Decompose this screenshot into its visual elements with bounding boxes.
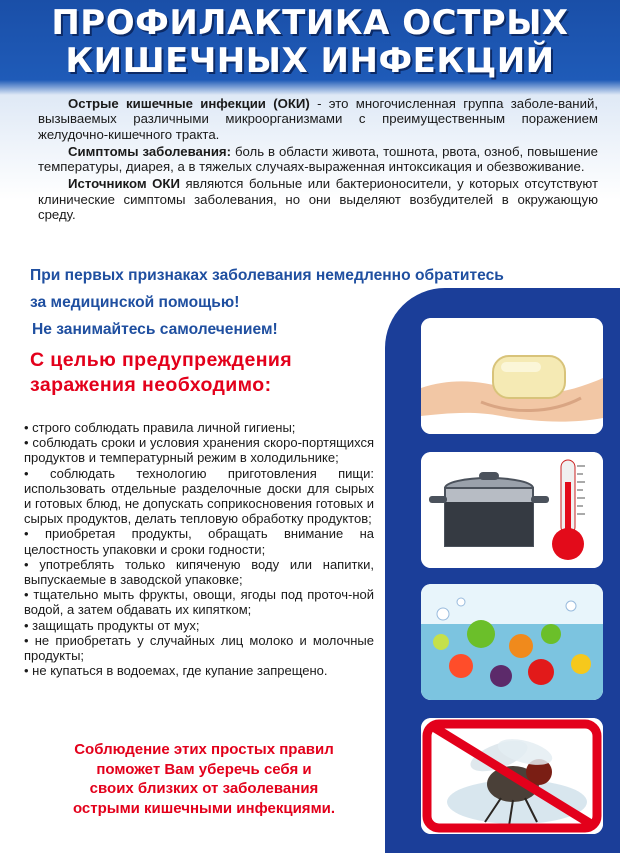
source-definition: являются больные или бактерионосители, у которых отсутствуют клинические симптомы заболевания, но они выделяют возбудителей в окружающую среду. (38, 176, 598, 223)
oki-definition: - это многочисленная группа заболе-ваний, вызываемых различными микроорганизмами с преимущественным поражением желудочно-кишечного тракта. (38, 96, 598, 142)
list-item: • соблюдать сроки и условия хранения скоро-портящихся продуктов и температурный режим в холодильнике; (24, 435, 374, 465)
list-item: • тщательно мыть фрукты, овощи, ягоды под проточ-ной водой, а затем обдавать их кипятком; (24, 587, 374, 617)
symptoms-definition: боль в области живота, тошнота, рвота, озноб, повышение температуры, диарея, а в тяжелых случаях-выраженная интоксикация и обезвоживание. (38, 143, 598, 175)
intro-paragraph-oki (38, 96, 598, 142)
page-title (0, 4, 620, 80)
pot-thermometer-icon (421, 452, 603, 568)
prevention-heading-line-1: С целью предупреждения (30, 349, 293, 371)
intro-paragraph-symptoms (38, 144, 598, 175)
callout-line-2: за медицинской помощью! (30, 294, 240, 311)
prevention-rules-list (24, 420, 374, 678)
title-line-2: КИШЕЧНЫХ ИНФЕКЦИЙ (65, 41, 555, 81)
list-item: • употреблять только кипяченую воду или напитки, выпускаемые в заводской упаковке; (24, 557, 374, 587)
list-item: • не купаться в водоемах, где купание запрещено. (24, 663, 374, 678)
closing-line-4: острыми кишечными инфекциями. (72, 799, 336, 817)
title-line-1: ПРОФИЛАКТИКА ОСТРЫХ (51, 3, 569, 43)
hand-soap-icon (421, 318, 603, 434)
symptoms-term: Симптомы заболевания: (68, 143, 232, 159)
list-item: • строго соблюдать правила личной гигиены; (24, 420, 374, 435)
header-banner (0, 0, 620, 82)
list-item: • соблюдать технологию приготовления пищи: использовать отдельные разделочные доски для сырых и готовых блюд, не допускать соприкосновения готовых и сырых продуктов, делать тепловую обработку продуктов; (24, 466, 374, 527)
list-item: • не приобретать у случайных лиц молоко и молочные продукты; (24, 633, 374, 663)
callout-line-3: Не занимайтесь самолечением! (32, 321, 278, 338)
callout-line-1: При первых признаках заболевания немедленно обратитесь (30, 267, 504, 284)
oki-term: Острые кишечные инфекции (ОКИ) (68, 96, 310, 111)
washing-fruit-icon (421, 584, 603, 700)
list-item: • приобретая продукты, обращать внимание на целостность упаковки и сроки годности; (24, 526, 374, 556)
illustration-panel (385, 288, 620, 853)
no-flies-icon (421, 718, 603, 834)
closing-line-2: поможет Вам уберечь себя и (96, 760, 312, 778)
prevention-heading-line-2: заражения необходимо: (30, 374, 272, 396)
closing-line-3: своих близких от заболевания (89, 780, 319, 797)
closing-message (24, 740, 384, 818)
closing-line-1: Соблюдение этих простых правил (74, 741, 334, 758)
intro-paragraph-source (38, 176, 598, 222)
prevention-heading (30, 348, 375, 398)
intro-text (38, 96, 598, 224)
source-term: Источником ОКИ (68, 176, 180, 192)
list-item: • защищать продукты от мух; (24, 618, 374, 633)
